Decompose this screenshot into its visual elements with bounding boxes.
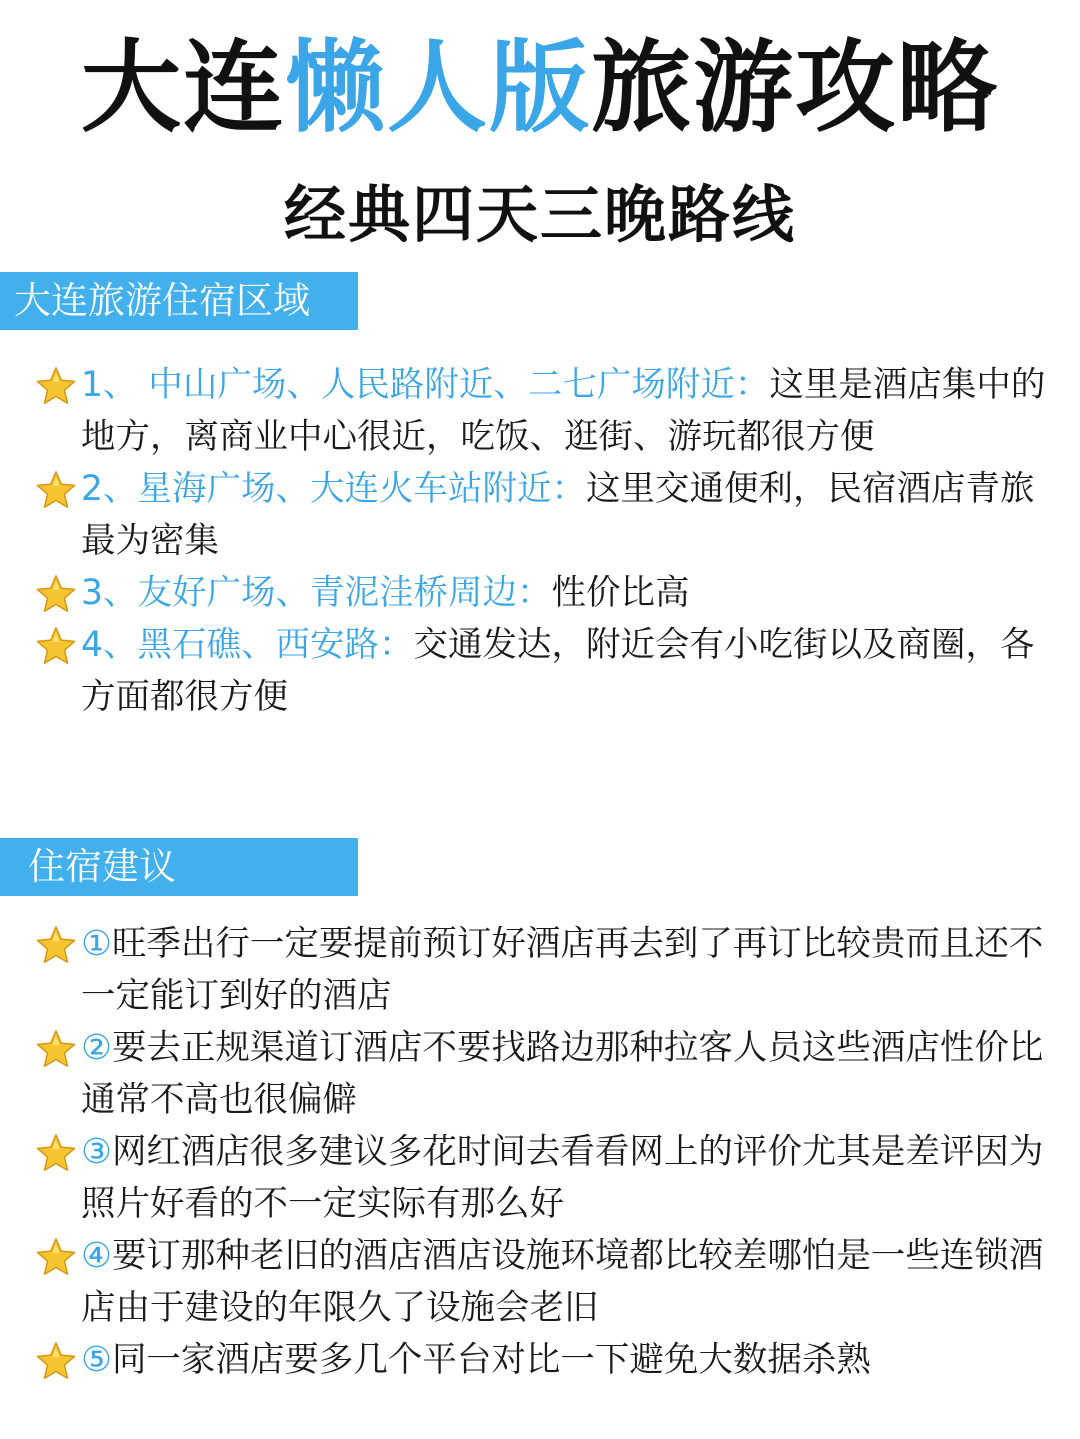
tip-number: ②: [81, 1028, 112, 1068]
tip-number: ④: [81, 1236, 112, 1276]
title-prefix: 大连: [81, 29, 285, 146]
star-icon: [36, 1237, 76, 1277]
list-item: [36, 1230, 1046, 1334]
list-item: [36, 567, 1046, 619]
tip-text: 要订那种老旧的酒店酒店设施环境都比较差哪怕是一些连锁酒店由于建设的年限久了设施会老旧: [81, 1236, 1044, 1328]
area-description: 这里交通便利，民宿酒店青旅最为密集: [81, 469, 1035, 561]
area-description: 这里是酒店集中的地方，离商业中心很近，吃饭、逛街、游玩都很方便: [81, 365, 1046, 457]
list-item: [36, 619, 1046, 723]
star-icon: [36, 626, 76, 666]
list-item: [36, 1126, 1046, 1230]
area-name: 2、星海广场、大连火车站附近：: [81, 469, 586, 509]
tip-number: ③: [81, 1132, 112, 1172]
list-item: [36, 1022, 1046, 1126]
tip-text: 同一家酒店要多几个平台对比一下避免大数据杀熟: [111, 1340, 871, 1380]
area-name: 3、友好广场、青泥洼桥周边：: [81, 573, 552, 613]
tip-text: 旺季出行一定要提前预订好酒店再去到了再订比较贵而且还不一定能订到好的酒店: [81, 924, 1044, 1016]
star-icon: [36, 1341, 76, 1381]
tip-text: 要去正规渠道订酒店不要找路边那种拉客人员这些酒店性价比通常不高也很偏僻: [81, 1028, 1044, 1120]
page-subtitle: 经典四天三晚路线: [283, 178, 796, 251]
title-suffix: 旅游攻略: [591, 29, 999, 146]
list-item: [36, 463, 1046, 567]
area-description: 性价比高: [551, 573, 690, 613]
section-heading-accommodation-areas: 大连旅游住宿区域: [0, 272, 358, 330]
star-icon: [36, 1029, 76, 1069]
star-icon: [36, 470, 76, 510]
title-highlight: 懒人版: [285, 29, 591, 146]
area-name: 4、黑石礁、西安路：: [81, 625, 414, 665]
list-item: [36, 918, 1046, 1022]
area-description: 交通发达，附近会有小吃街以及商圈，各方面都很方便: [81, 625, 1035, 717]
tip-text: 网红酒店很多建议多花时间去看看网上的评价尤其是差评因为照片好看的不一定实际有那么好: [81, 1132, 1044, 1224]
star-icon: [36, 366, 76, 406]
list-item: [36, 359, 1046, 463]
tip-number: ⑤: [81, 1340, 112, 1380]
star-icon: [36, 1133, 76, 1173]
list-item: [36, 1334, 1046, 1386]
star-icon: [36, 925, 76, 965]
accommodation-area-list: [36, 359, 1046, 723]
tip-number: ①: [81, 924, 112, 964]
page-title: [0, 28, 1080, 148]
section-heading-accommodation-tips: 住宿建议: [0, 838, 358, 896]
accommodation-tips-list: [36, 918, 1046, 1386]
area-name: 1、 中山广场、人民路附近、二七广场附近：: [81, 365, 770, 405]
star-icon: [36, 574, 76, 614]
